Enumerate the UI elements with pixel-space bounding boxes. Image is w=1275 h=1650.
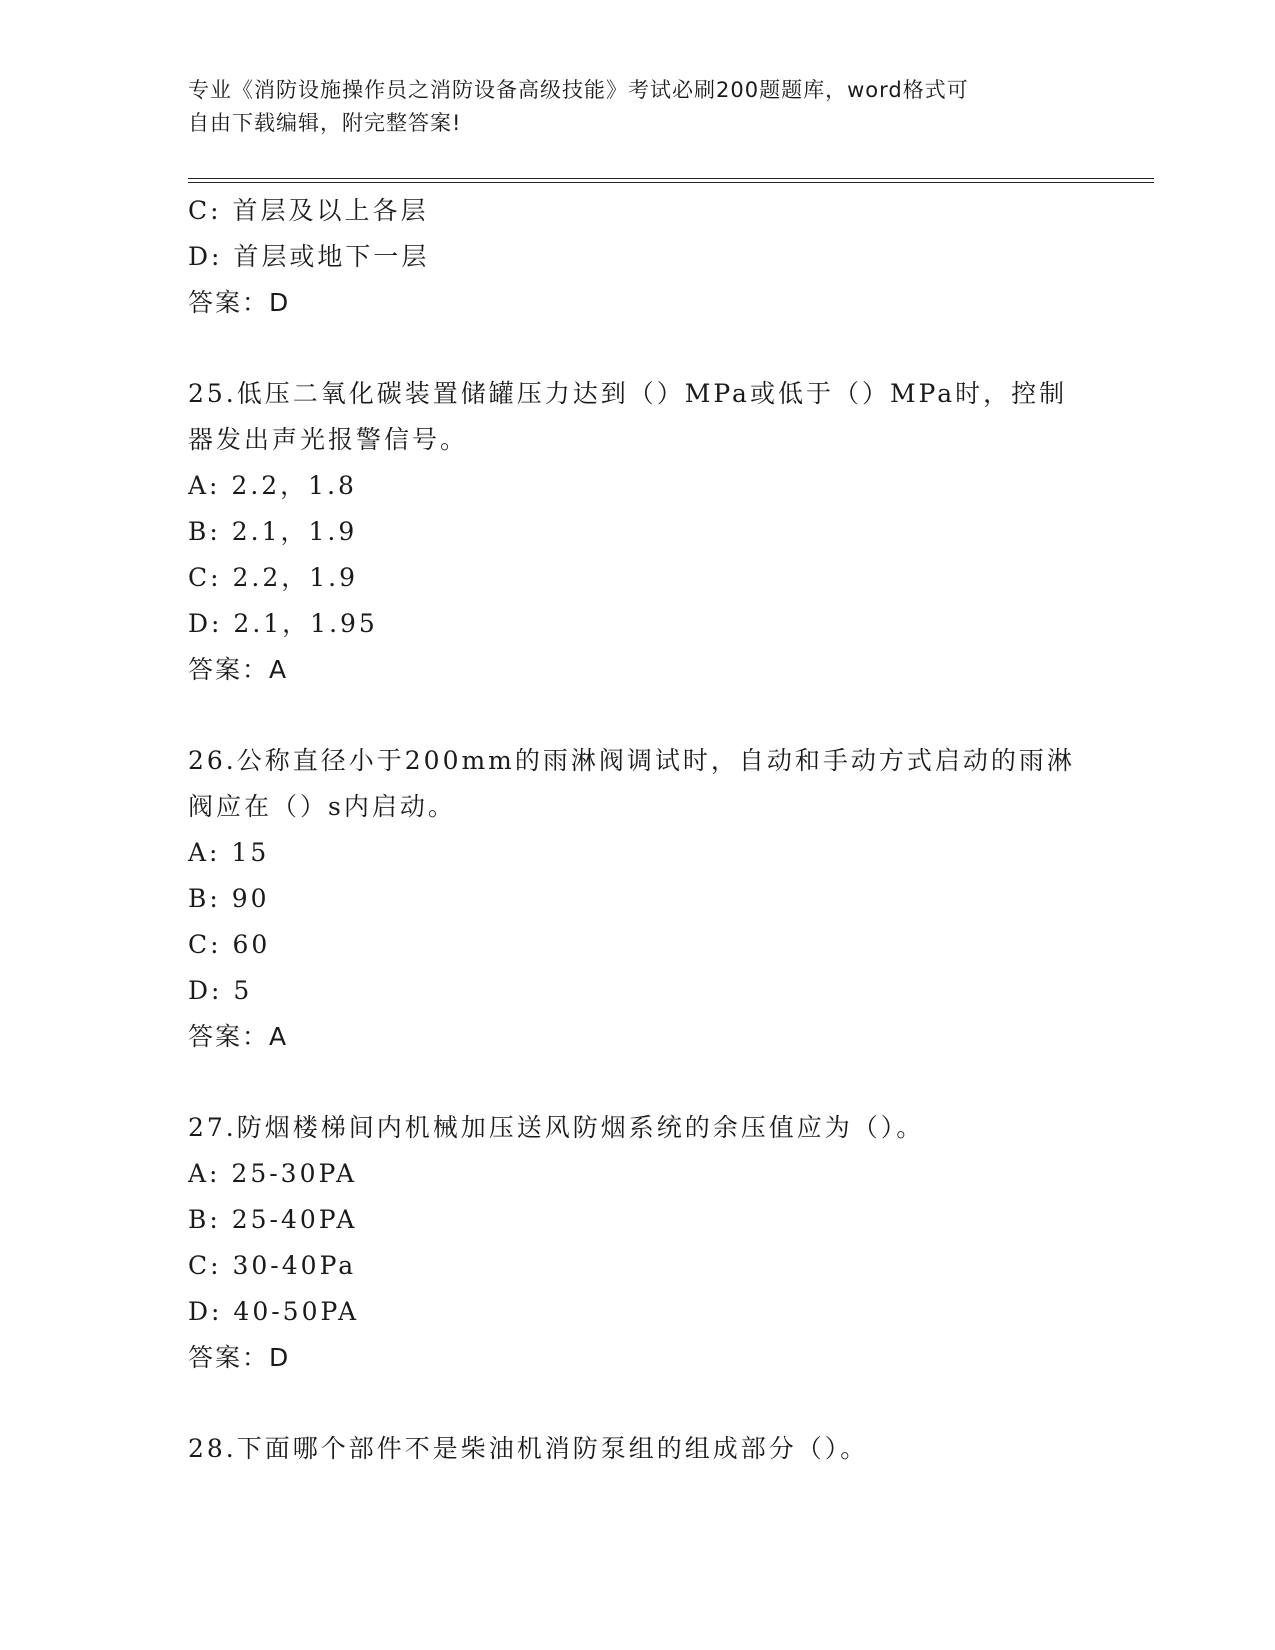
answer-line: 答案：D xyxy=(188,1343,291,1372)
question-26 xyxy=(188,738,1088,1060)
option-d: D: 5 xyxy=(188,976,253,1005)
question-stem: 25.低压二氧化碳装置储罐压力达到（）MPa或低于（）MPa时，控制 xyxy=(188,379,1068,408)
header-line-1: 专业《消防设施操作员之消防设备高级技能》考试必刷200题题库，word格式可 xyxy=(188,78,969,102)
option-c: C: 60 xyxy=(188,930,271,959)
option-b: B: 90 xyxy=(188,884,270,913)
question-stem: 27.防烟楼梯间内机械加压送风防烟系统的余压值应为（）。 xyxy=(188,1113,925,1142)
page-header xyxy=(188,74,1068,140)
answer-line: 答案：D xyxy=(188,288,291,317)
header-divider xyxy=(188,178,1154,183)
question-stem: 26.公称直径小于200mm的雨淋阀调试时，自动和手动方式启动的雨淋 xyxy=(188,746,1075,775)
option-a: A: 25-30PA xyxy=(188,1159,358,1188)
option-d: D: 2.1，1.95 xyxy=(188,609,378,638)
option-b: B: 25-40PA xyxy=(188,1205,358,1234)
option-c: C: 2.2，1.9 xyxy=(188,563,359,592)
question-27 xyxy=(188,1105,1088,1381)
answer-line: 答案：A xyxy=(188,655,289,684)
option-a: A: 2.2，1.8 xyxy=(188,471,357,500)
question-28 xyxy=(188,1426,1088,1472)
answer-line: 答案：A xyxy=(188,1022,289,1051)
option-d: D: 首层或地下一层 xyxy=(188,242,430,271)
option-d: D: 40-50PA xyxy=(188,1297,360,1326)
option-b: B: 2.1，1.9 xyxy=(188,517,358,546)
option-a: A: 15 xyxy=(188,838,270,867)
option-c: C: 首层及以上各层 xyxy=(188,196,429,225)
option-c: C: 30-40Pa xyxy=(188,1251,357,1280)
previous-question-tail xyxy=(188,188,1088,326)
question-stem: 28.下面哪个部件不是柴油机消防泵组的组成部分（）。 xyxy=(188,1434,869,1463)
question-stem: 阀应在（）s内启动。 xyxy=(188,792,456,821)
question-25 xyxy=(188,371,1088,693)
header-line-2: 自由下载编辑，附完整答案! xyxy=(188,111,462,135)
question-list xyxy=(188,188,1088,1472)
question-stem: 器发出声光报警信号。 xyxy=(188,425,469,454)
